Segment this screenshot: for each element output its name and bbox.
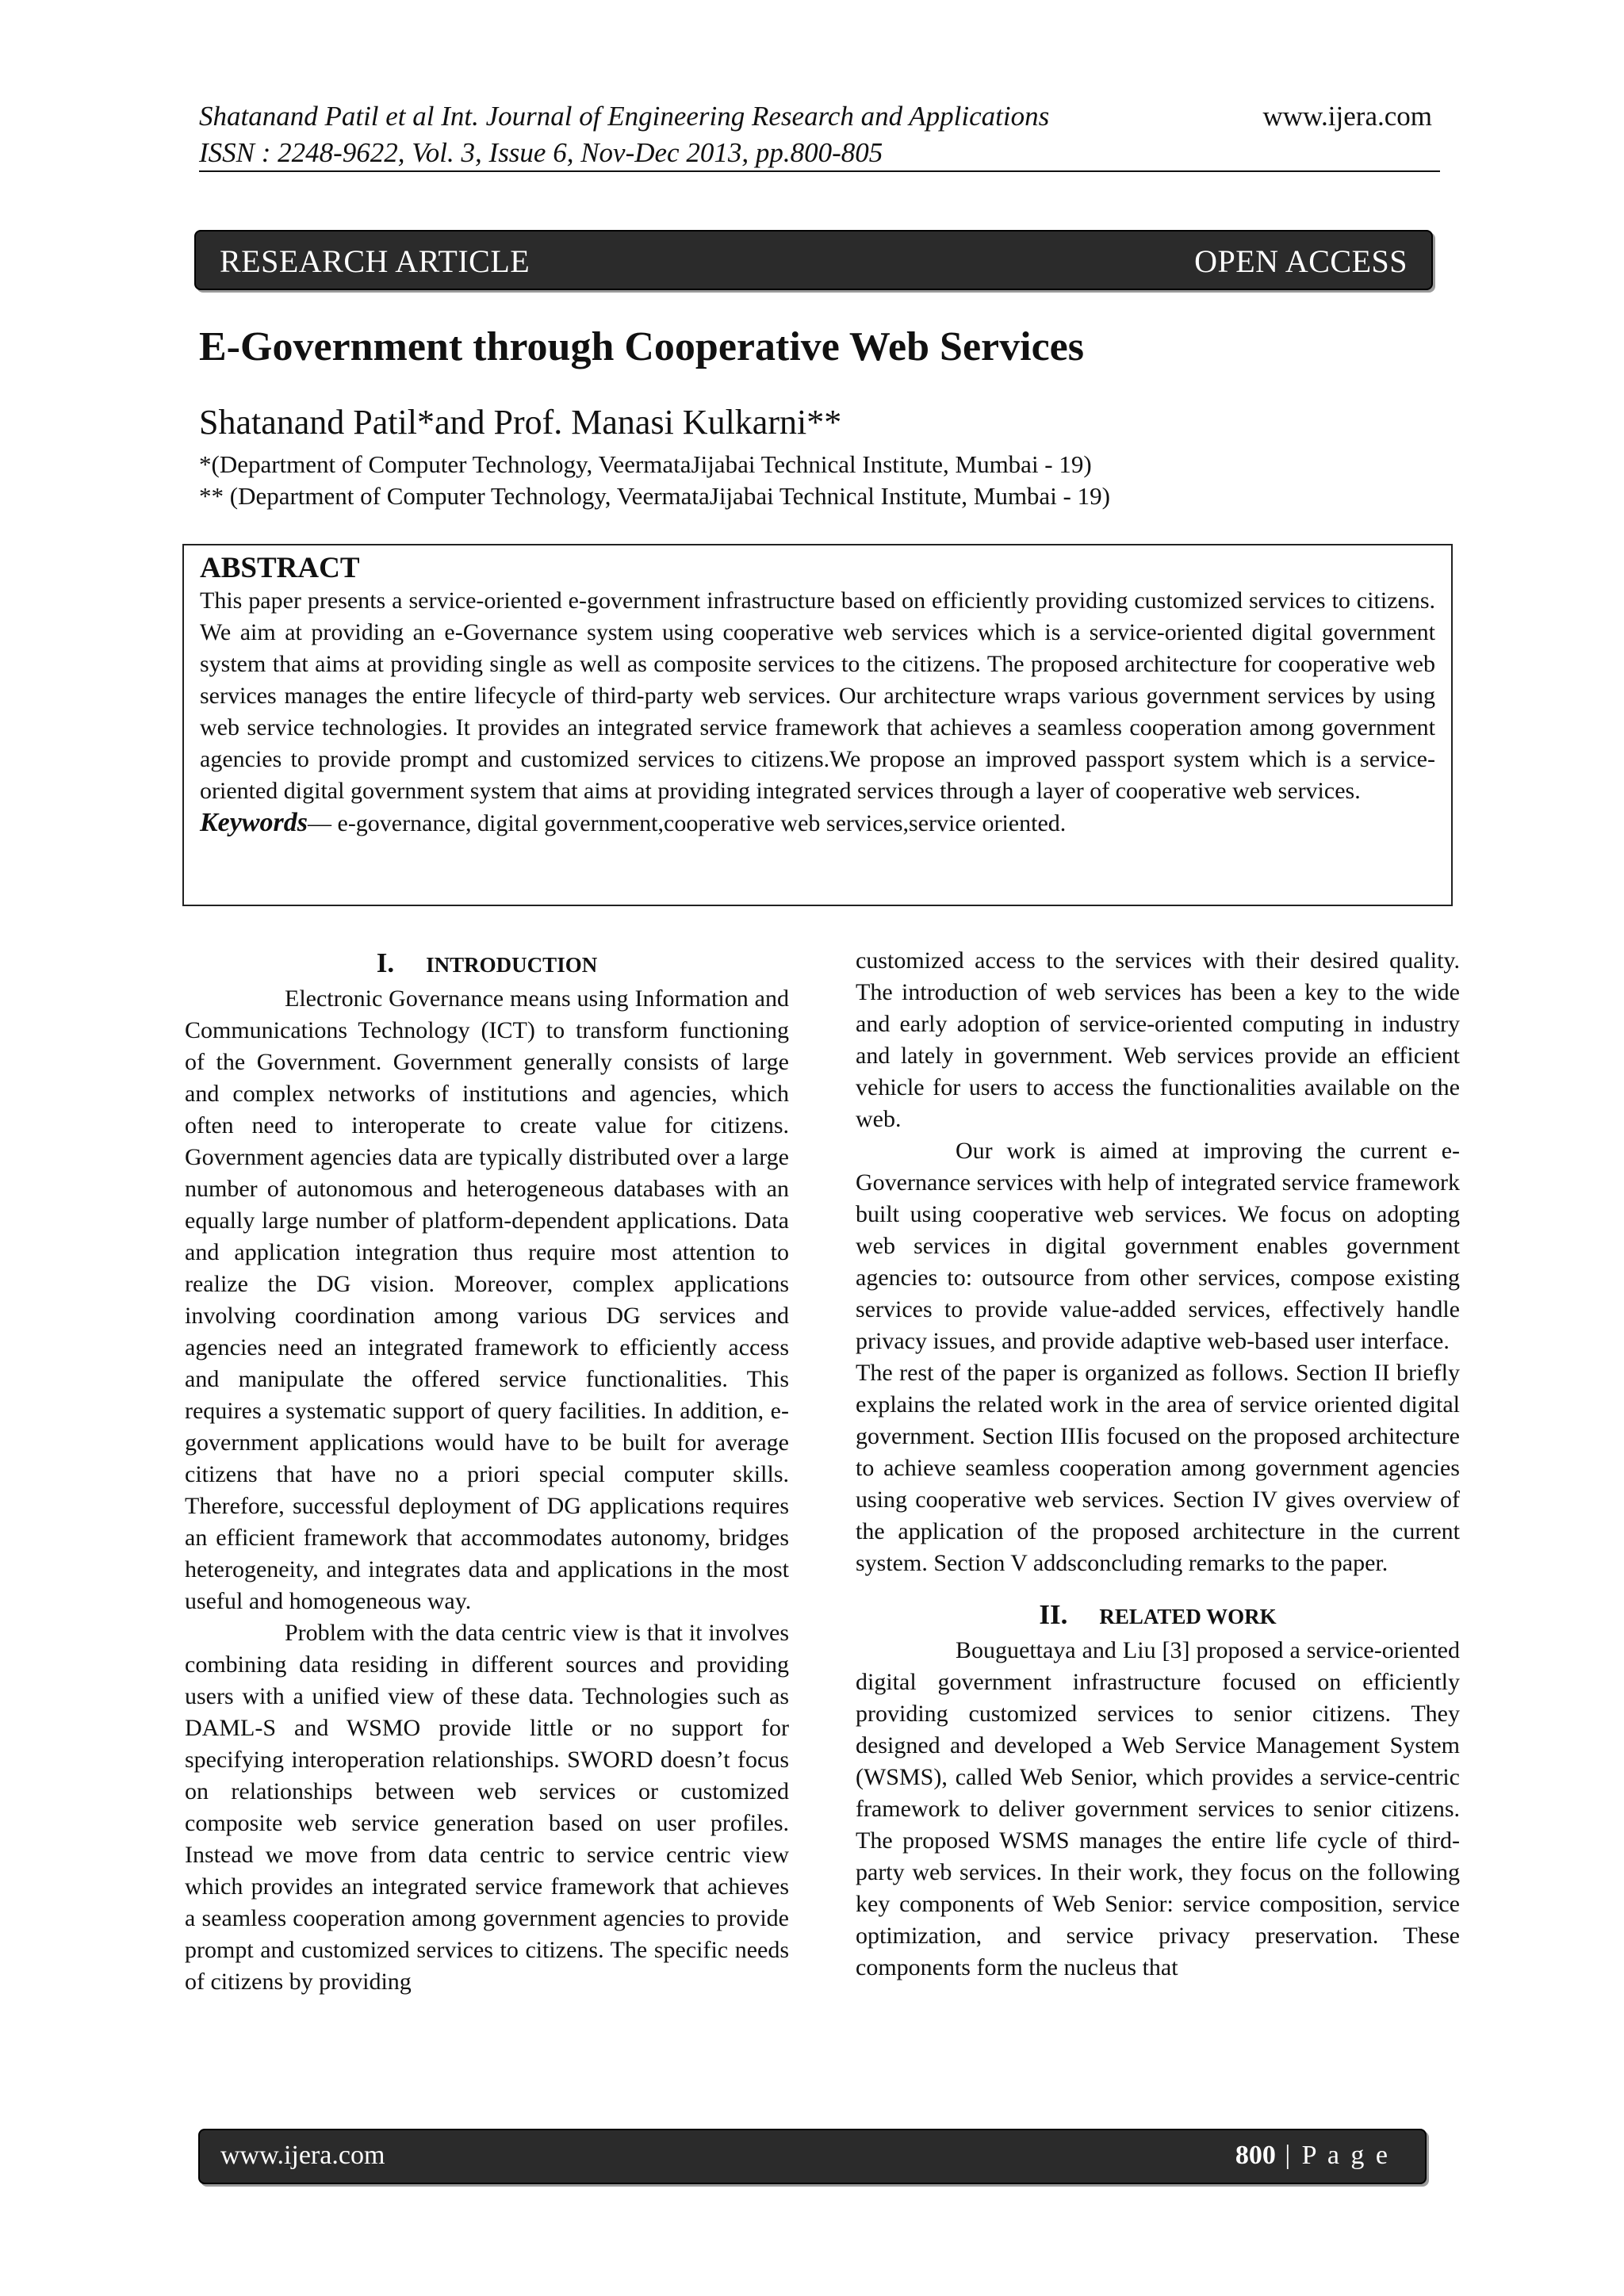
intro-paragraph-2: Problem with the data centric view is that it involves combining data residing in different sources and providing users with a unified view of these data. Technologies such as DAML-S and WSMO provide little or no support for specifying interoperation relationships. SWORD doesn’t focus on relationships between web services or customized composite web service generation based on user profiles. Instead we move from data centric to service centric view which provides an integrated service framework that achieves a seamless cooperation among government agencies to provide prompt and customized services to citizens. The specific needs of citizens by providing (185, 1620, 789, 1995)
article-type-label: RESEARCH ARTICLE (220, 243, 530, 279)
section-number: I. (376, 947, 395, 978)
affiliation-2: ** (Department of Computer Technology, VeermataJijabai Technical Institute, Mumbai - 19) (199, 482, 1110, 510)
section-title: RELATED WORK (1099, 1605, 1277, 1628)
section-heading-related-work (856, 1597, 1460, 1635)
keywords-line (200, 807, 1435, 840)
page-number: 800 (1235, 2141, 1276, 2170)
affiliation-1: *(Department of Computer Technology, VeermataJijabai Technical Institute, Mumbai - 19) (199, 450, 1092, 478)
right-column (856, 945, 1460, 1984)
page-label: | P a g e (1285, 2141, 1390, 2170)
keywords-label: Keywords (200, 808, 308, 837)
abstract-text: This paper presents a service-oriented e-government infrastructure based on efficiently providing customized services to citizens. We aim at providing an e-Governance system using cooperative web services which is a service-oriented digital government system that aims at providing single as well as composite services to the citizens. The proposed architecture for cooperative web services manages the entire lifecycle of third-party web services. Our architecture wraps various government services by using web service technologies. It provides an integrated service framework that achieves a seamless cooperation among government agencies to provide prompt and customized services to citizens.We propose an improved passport system which is a service-oriented digital government system that aims at providing integrated services through a layer of cooperative web services. (200, 587, 1435, 804)
section-heading-introduction (185, 945, 789, 983)
running-header-journal: Shatanand Patil et al Int. Journal of Engineering Research and Applications (199, 101, 1050, 132)
page-footer (198, 2129, 1427, 2184)
article-banner (194, 230, 1433, 290)
intro-paragraph-4: Our work is aimed at improving the current e-Governance services with help of integrated service framework built using cooperative web services. We focus on adopting web services in digital government enables government agencies to: outsource from other services, compose existing services to provide value-added services, effectively handle privacy issues, and provide adaptive web-based user interface. (856, 1138, 1460, 1354)
abstract-box (182, 544, 1453, 906)
intro-paragraph-3: customized access to the services with their desired quality. The introduction of web services has been a key to the wide and early adoption of service-oriented computing in industry and lately in government. Web services provide an efficient vehicle for users to access the functionalities available on the web. (856, 947, 1460, 1132)
section-title: INTRODUCTION (426, 953, 598, 977)
footer-website: www.ijera.com (220, 2141, 385, 2170)
abstract-heading: ABSTRACT (200, 552, 360, 584)
open-access-label: OPEN ACCESS (1194, 243, 1408, 279)
running-header-website: www.ijera.com (1262, 101, 1432, 132)
footer-page (1235, 2141, 1390, 2171)
section-number: II. (1039, 1599, 1068, 1630)
paper-title: E-Government through Cooperative Web Services (199, 324, 1084, 369)
keywords-text: — e-governance, digital government,cooperative web services,service oriented. (308, 810, 1067, 836)
header-rule (199, 170, 1440, 172)
related-paragraph-1: Bouguettaya and Liu [3] proposed a service-oriented digital government infrastructure focused on efficiently providing customized services to senior citizens. They designed and developed a Web Service Management System (WSMS), called Web Senior, which provides a service-centric framework to deliver government services to senior citizens. The proposed WSMS manages the entire life cycle of third-party web services. In their work, they focus on the following key components of Web Senior: service composition, service optimization, and service privacy preservation. These components form the nucleus that (856, 1637, 1460, 1980)
left-column (185, 945, 789, 1998)
intro-paragraph-1: Electronic Governance means using Information and Communications Technology (ICT) to transform functioning of the Government. Government generally consists of large and complex networks of institutions and agencies, which often need to interoperate to create value for citizens. Government agencies data are typically distributed over a large number of autonomous and heterogeneous databases with an equally large number of platform-dependent applications. Data and application integration thus require most attention to realize the DG vision. Moreover, complex applications involving coordination among various DG services and agencies need an integrated framework to efficiently access and manipulate the offered service functionalities. This requires a systematic support of query facilities. In addition, e-government applications would have to be built for average citizens that have no a priori special computer skills. Therefore, successful deployment of DG applications requires an efficient framework that accommodates autonomy, bridges heterogeneity, and integrates data and applications in the most useful and homogeneous way. (185, 985, 789, 1614)
paper-authors: Shatanand Patil*and Prof. Manasi Kulkarni** (199, 403, 842, 442)
intro-paragraph-5: The rest of the paper is organized as follows. Section II briefly explains the related work in the area of service oriented digital government. Section IIIis focused on the proposed architecture to achieve seamless cooperation among government agencies using cooperative web services. Section IV gives overview of the application of the proposed architecture in the current system. Section V addsconcluding remarks to the paper. (856, 1360, 1460, 1576)
running-header-issn: ISSN : 2248-9622, Vol. 3, Issue 6, Nov-Dec 2013, pp.800-805 (199, 137, 883, 168)
